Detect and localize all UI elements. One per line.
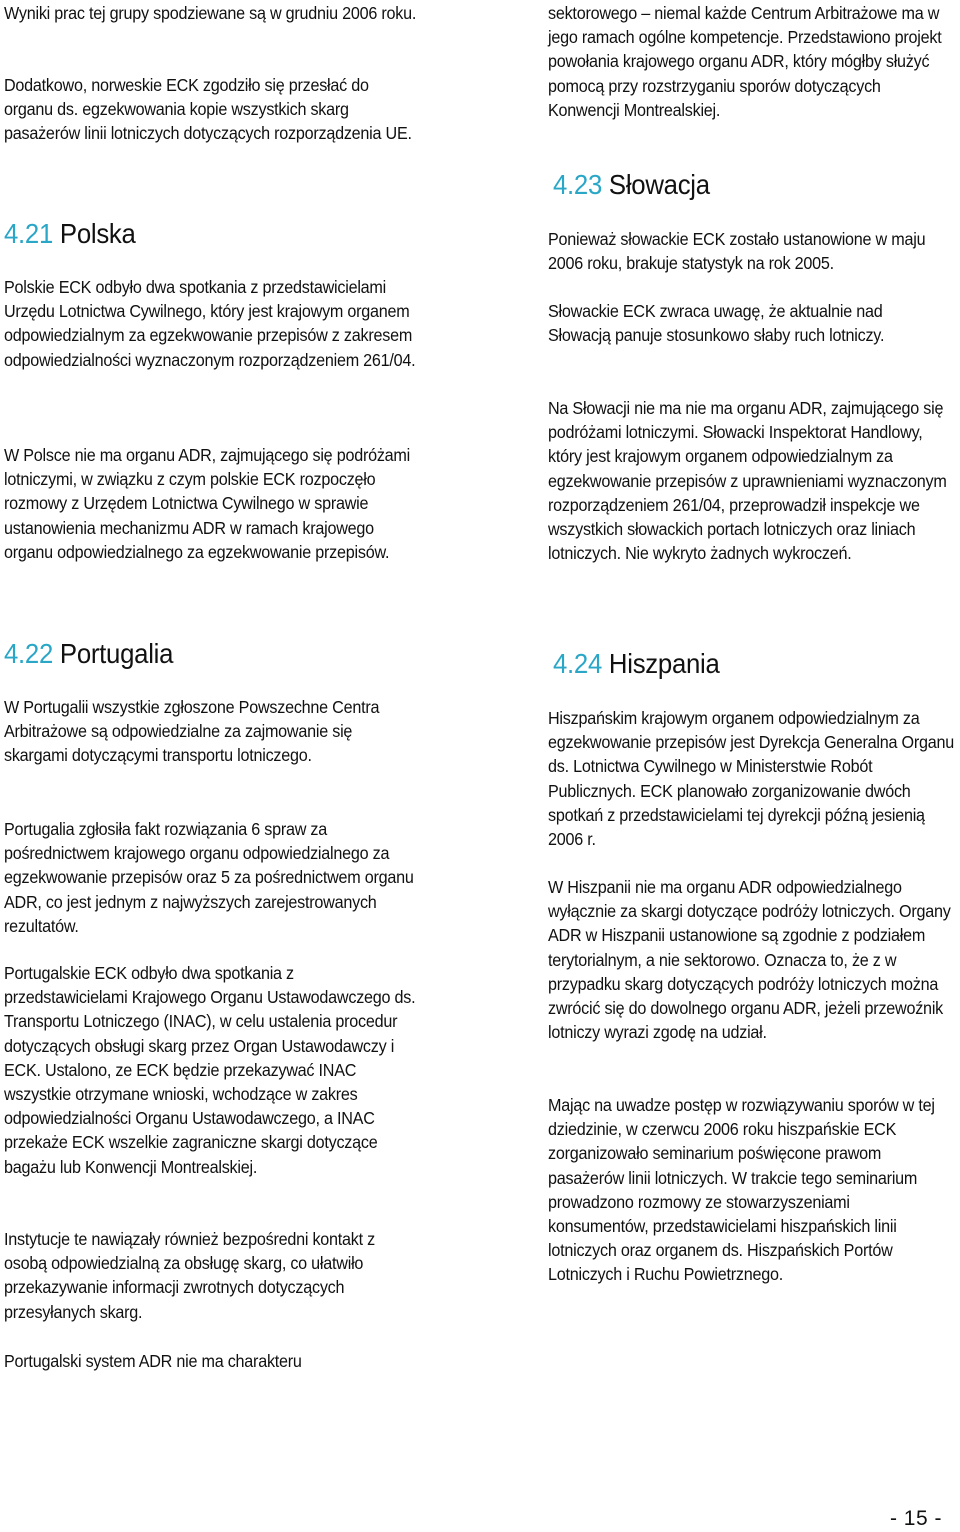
paragraph: Instytucje te nawiązały również bezpośredni kontakt z osobą odpowiedzialną za obsługę skarg, co ułatwiło przekazywanie informacji zwrotnych dotyczących przesyłanych skarg. — [4, 1229, 376, 1322]
paragraph: W Polsce nie ma organu ADR, zajmującego się podróżami lotniczymi, w związku z czym polskie ECK rozpoczęło rozmowy z Urzędem Lotnictwa Cywilnego w sprawie ustanowienia mechanizmu ADR w ramach krajowego organu odpowiedzialnego za egzekwowanie przepisów. — [4, 445, 411, 562]
section-heading-polska — [4, 218, 136, 250]
paragraph: W Hiszpanii nie ma organu ADR odpowiedzialnego wyłącznie za skargi dotyczące podróży lotniczych. Organy ADR w Hiszpanii ustanowione są zgodnie z podziałem terytorialnym, a nie sektorowo. Oznacza to, że z w przypadku skarg dotyczących podróży lotniczych można zwrócić się do dowolnego organu ADR, jeżeli przewoźnik lotniczy wyrazi zgodę na udział. — [548, 877, 951, 1043]
paragraph: Hiszpańskim krajowym organem odpowiedzialnym za egzekwowanie przepisów jest Dyrekcja Generalna Organu ds. Lotnictwa Cywilnego w Ministerstwie Robót Publicznych. ECK planowało zorganizowanie dwóch spotkań z przedstawicielami tej dyrekcji późną jesienią 2006 r. — [548, 708, 955, 850]
paragraph: Polskie ECK odbyło dwa spotkania z przedstawicielami Urzędu Lotnictwa Cywilnego, który jest krajowym organem odpowiedzialnym za egzekwowanie przepisów z zakresem odpowiedzialności wyznaczonym rozporządzeniem 261/04. — [4, 277, 416, 370]
section-title: Słowacja — [608, 169, 710, 200]
paragraph: Portugalia zgłosiła fakt rozwiązania 6 spraw za pośrednictwem krajowego organu odpowiedzialnego za egzekwowanie przepisów oraz 5 za pośrednictwem organu ADR, co jest jednym z najwyższych zarejestrowanych rezultatów. — [4, 819, 414, 936]
paragraph: Ponieważ słowackie ECK zostało ustanowione w maju 2006 roku, brakuje statystyk na rok 2005. — [548, 229, 926, 274]
section-title: Hiszpania — [608, 648, 720, 679]
page-number: - 15 - — [889, 1507, 942, 1530]
paragraph: Portugalski system ADR nie ma charakteru — [4, 1351, 302, 1371]
paragraph: Na Słowacji nie ma nie ma organu ADR, zajmującego się podróżami lotniczymi. Słowacki Inspektorat Handlowy, który jest krajowym organem odpowiedzialnym za egzekwowanie przepisów z uprawnieniami wyznaczonym rozporządzeniem 261/04, przeprowadził inspekcje we wszystkich słowackich portach lotniczych oraz liniach lotniczych. Nie wykryto żadnych wykroczeń. — [548, 398, 947, 564]
section-title: Portugalia — [59, 638, 174, 669]
intro-paragraph: Dodatkowo, norweskie ECK zgodziło się przesłać do organu ds. egzekwowania kopie wszystkich skarg pasażerów linii lotniczych dotyczących rozporządzenia UE. — [4, 75, 412, 144]
section-heading-portugalia — [4, 638, 173, 670]
section-number: 4.23 — [553, 169, 603, 200]
section-heading-hiszpania — [553, 648, 720, 680]
section-title: Polska — [59, 218, 136, 249]
paragraph: Mając na uwadze postęp w rozwiązywaniu sporów w tej dziedzinie, w czerwcu 2006 roku hiszpańskie ECK zorganizowało seminarium poświęcone prawom pasażerów linii lotniczych. W trakcie tego seminarium prowadzono rozmowy ze stowarzyszeniami konsumentów, przedstawicielami hiszpańskich linii lotniczych oraz organem ds. Hiszpańskich Portów Lotniczych i Ruchu Powietrznego. — [548, 1095, 935, 1285]
section-number: 4.24 — [553, 648, 603, 679]
paragraph: Portugalskie ECK odbyło dwa spotkania z przedstawicielami Krajowego Organu Ustawodawczego ds. Transportu Lotniczego (INAC), w celu ustalenia procedur dotyczących obsługi skarg przez Organ Ustawodawczy i ECK. Ustalono, ze ECK będzie przekazywać INAC wszystkie otrzymane wnioski, wchodzące w zakres odpowiedzialności Organu Ustawodawczego, a INAC przekaże ECK wszelkie zagraniczne skargi dotyczące bagażu lub Konwencji Montrealskiej. — [4, 963, 416, 1177]
section-number: 4.22 — [4, 638, 54, 669]
section-number: 4.21 — [4, 218, 54, 249]
section-heading-slowacja — [553, 169, 710, 201]
intro-paragraph: Wyniki prac tej grupy spodziewane są w grudniu 2006 roku. — [4, 3, 417, 23]
intro-paragraph: sektorowego – niemal każde Centrum Arbitrażowe ma w jego ramach ogólne kompetencje. Przedstawiono projekt powołania krajowego organu ADR, który mógłby służyć pomocą przy rozstrzyganiu sporów dotyczących Konwencji Montrealskiej. — [548, 3, 942, 120]
paragraph: W Portugalii wszystkie zgłoszone Powszechne Centra Arbitrażowe są odpowiedzialne za zajmowanie się skargami dotyczącymi transportu lotniczego. — [4, 697, 380, 766]
paragraph: Słowackie ECK zwraca uwagę, że aktualnie nad Słowacją panuje stosunkowo słaby ruch lotniczy. — [548, 301, 885, 346]
